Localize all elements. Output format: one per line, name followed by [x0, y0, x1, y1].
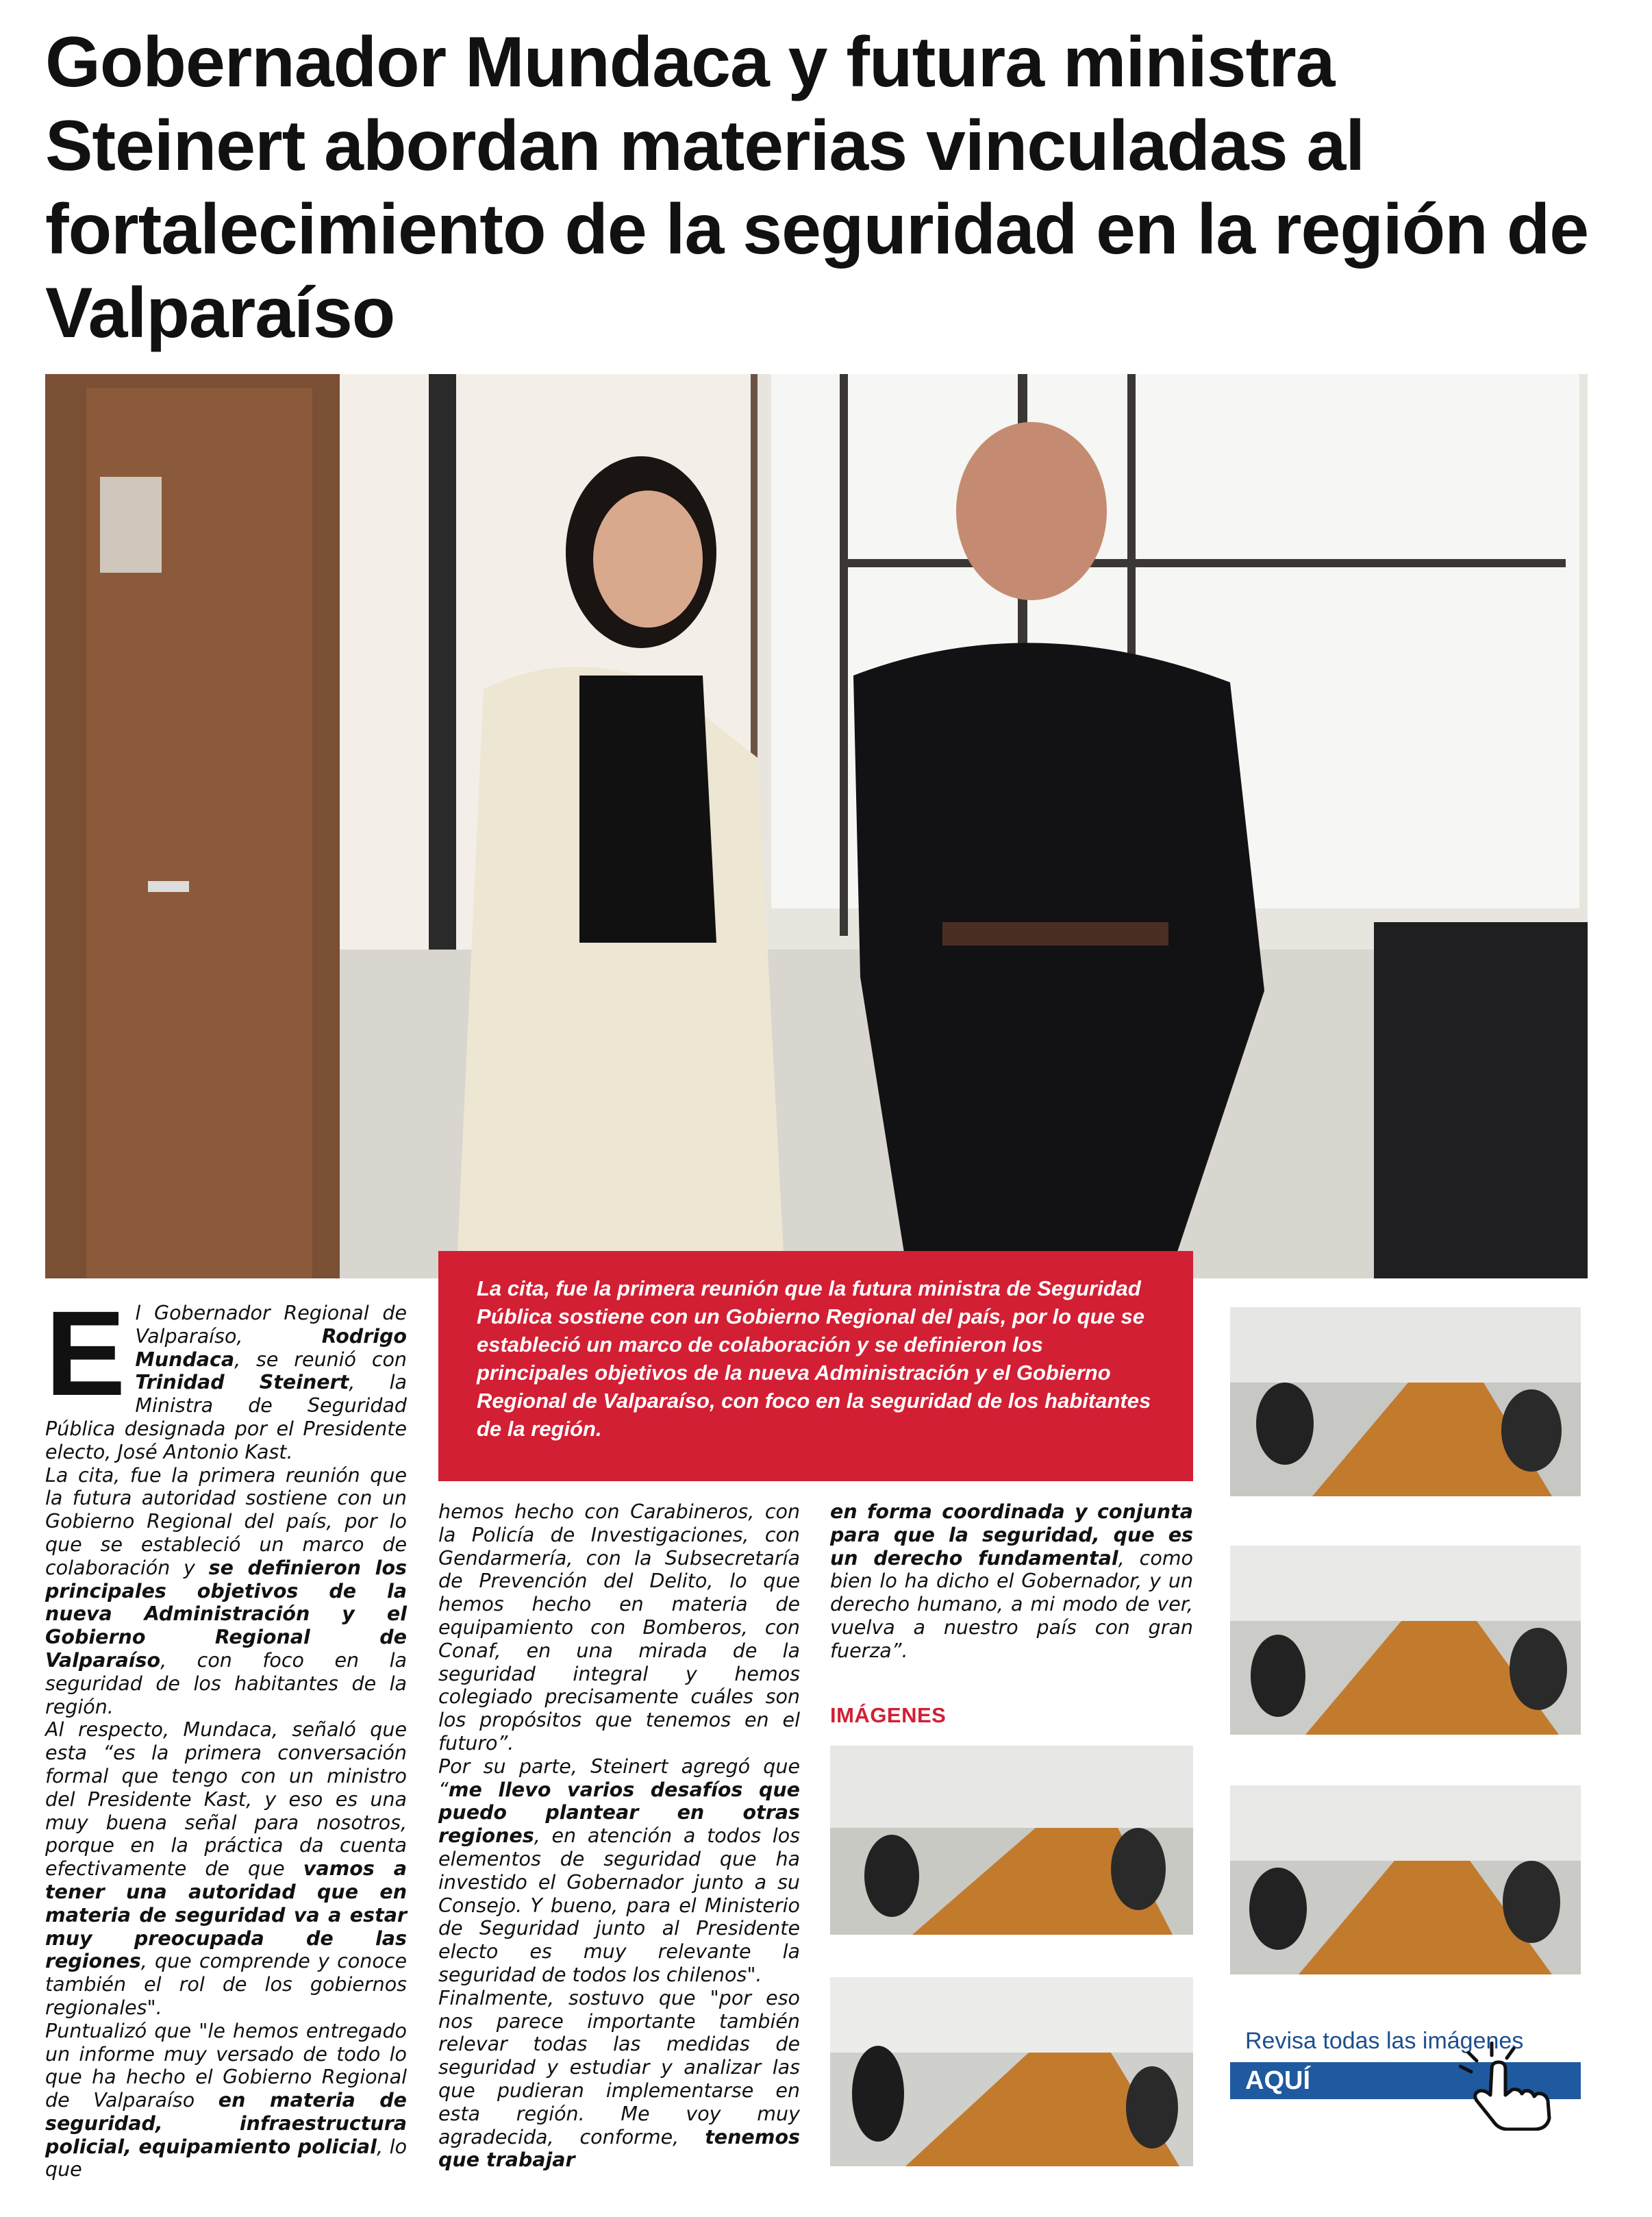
body-column-1: El Gobernador Regional de Valparaíso, Rodrigo Mundaca, se reunió con Trinidad Steinert, la Ministra de Seguridad Pública designada por el Presidente electo, José Antonio Kast. La cita, fue la primera reunión que la futura autoridad sostiene con un Gobierno Regional del país, por lo que se estableció un marco de colaboración y se definieron los principales objetivos de la nueva Administración y el Gobierno Regional de Valparaíso, con foco en la seguridad de los habitantes de la región. Al respecto, Mundaca, señaló que esta “es la primera conversación formal que tengo con un ministro del Presidente Kast, y eso es una muy buena señal para nosotros, porque en la práctica da cuenta efectivamente de que vamos a tener una autoridad que en materia de seguridad va a estar muy preocupada de las regiones, que comprende y conoce también el rol de los gobiernos regionales". Puntualizó que "le hemos entregado un informe muy versado de todo lo que ha hecho el Gobierno Regional de Valparaíso en materia de seguridad, infraestructura policial, equipamiento policial, lo que: [45, 1287, 407, 2181]
drop-cap: E: [45, 1287, 126, 1421]
gallery-photo-5[interactable]: [1230, 1785, 1581, 1974]
gallery-photo-4[interactable]: [1230, 1546, 1581, 1735]
headline: Gobernador Mundaca y futura ministra Steinert abordan materias vinculadas al fortalecimiento de la seguridad en la región de Valparaíso: [45, 23, 1589, 353]
cta-text: Revisa todas las imágenes: [1245, 2028, 1524, 2054]
gallery-photo-3[interactable]: [1230, 1307, 1581, 1496]
cta-button-label: AQUÍ: [1245, 2066, 1310, 2095]
hero-photo: [45, 374, 1588, 1278]
body-column-3: en forma coordinada y conjunta para que la seguridad, que es un derecho fundamental, como bien lo ha dicho el Gobernador, y un derecho humano, a mi modo de ver, vuelva a nuestro país con gran fuerza”.: [830, 1500, 1193, 1662]
pointer-hand-icon: [1459, 2042, 1582, 2131]
body-column-2: hemos hecho con Carabineros, con la Policía de Investigaciones, con Gendarmería, con la Subsecretaría de Prevención del Delito, lo que hemos hecho en materia de equipamiento con Bomberos, con Conaf, en una mirada de la seguridad integral y hemos colegiado precisamente cuáles son los propósitos que tenemos en el futuro”. Por su parte, Steinert agregó que “me llevo varios desafíos que puedo plantear en otras regiones, en atención a todos los elementos de seguridad que ha investido el Gobernador junto a su Consejo. Y bueno, para el Ministerio de Seguridad junto al Presidente electo es muy relevante la seguridad de todos los chilenos". Finalmente, sostuvo que "por eso nos parece importante también relevar todas las medidas de seguridad y estudiar y analizar las que pudieran implementarse en esta región. Me voy muy agradecida, conforme, tenemos que trabajar: [438, 1500, 800, 2172]
gallery-cta[interactable]: [1230, 2028, 1581, 2131]
pull-quote: La cita, fue la primera reunión que la futura ministra de Seguridad Pública sostiene con un Gobierno Regional del país, por lo que se estableció un marco de colaboración y se definieron los principales objetivos de la nueva Administración y el Gobierno Regional de Valparaíso, con foco en la seguridad de los habitantes de la región.: [438, 1251, 1193, 1481]
gallery-photo-1[interactable]: [830, 1746, 1193, 1935]
images-heading: IMÁGENES: [830, 1703, 947, 1727]
gallery-photo-2[interactable]: [830, 1977, 1193, 2166]
